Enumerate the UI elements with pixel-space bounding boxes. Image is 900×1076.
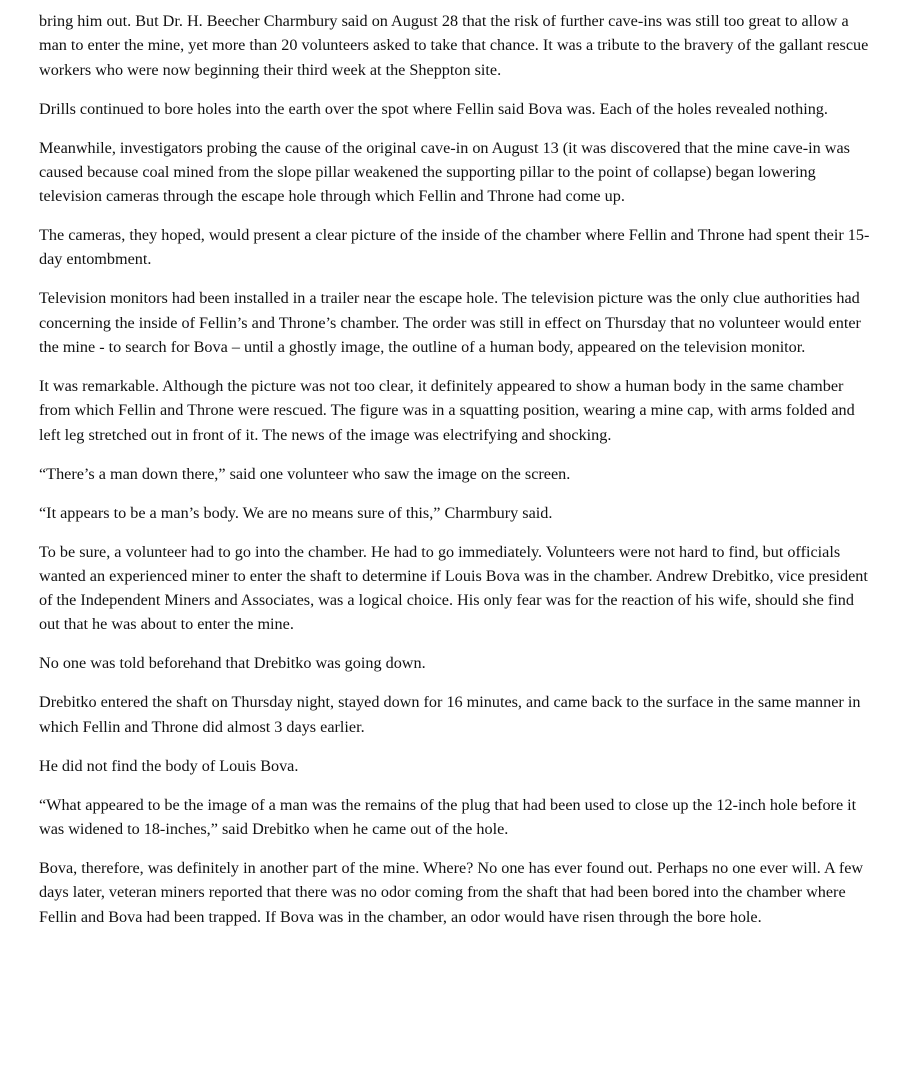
paragraph-7: “There’s a man down there,” said one volunteer who saw the image on the screen.	[39, 464, 571, 483]
paragraph-13: “What appeared to be the image of a man was the remains of the plug that had been used to close up the 12-inch hole before it was widened to 18-inches,” said Drebitko when he came out of the hole.	[39, 795, 857, 838]
paragraph-9: To be sure, a volunteer had to go into the chamber. He had to go immediately. Volunteers were not hard to find, but officials wanted an experienced miner to enter the shaft to determine if Louis Bova was in the chamber. Andrew Drebitko, vice president of the Independent Miners and Associates, was a logical choice. His only fear was for the reaction of his wife, should she find out that he was about to enter the mine.	[39, 542, 868, 634]
paragraph-6: It was remarkable. Although the picture was not too clear, it definitely appeared to show a human body in the same chamber from which Fellin and Throne were rescued. The figure was in a squatting position, wearing a mine cap, with arms folded and left leg stretched out in front of it. The news of the image was electrifying and shocking.	[39, 377, 855, 444]
document-body	[39, 9, 870, 929]
paragraph-5: Television monitors had been installed in a trailer near the escape hole. The television picture was the only clue authorities had concerning the inside of Fellin’s and Throne’s chamber. The order was still in effect on Thursday that no volunteer would enter the mine - to search for Bova – until a ghostly image, the outline of a human body, appeared on the television monitor.	[39, 289, 861, 357]
paragraph-10: No one was told beforehand that Drebitko was going down.	[39, 654, 426, 673]
paragraph-12: He did not find the body of Louis Bova.	[39, 756, 299, 775]
paragraph-2: Drills continued to bore holes into the earth over the spot where Fellin said Bova was. Each of the holes revealed nothing.	[39, 99, 828, 118]
paragraph-1: bring him out. But Dr. H. Beecher Charmbury said on August 28 that the risk of further cave-ins was still too great to allow a man to enter the mine, yet more than 20 volunteers asked to take that chance. It was a tribute to the bravery of the gallant rescue workers who were now beginning their third week at the Sheppton site.	[39, 12, 869, 79]
paragraph-8: “It appears to be a man’s body. We are no means sure of this,” Charmbury said.	[39, 503, 553, 522]
paragraph-3: Meanwhile, investigators probing the cause of the original cave-in on August 13 (it was discovered that the mine cave-in was caused because coal mined from the slope pillar weakened the supporting pillar to the point of collapse) began lowering television cameras through the escape hole through which Fellin and Throne had come up.	[39, 138, 850, 206]
document-page	[0, 9, 900, 1076]
paragraph-11: Drebitko entered the shaft on Thursday night, stayed down for 16 minutes, and came back to the surface in the same manner in which Fellin and Throne did almost 3 days earlier.	[39, 693, 861, 736]
paragraph-4: The cameras, they hoped, would present a clear picture of the inside of the chamber where Fellin and Throne had spent their 15-day entombment.	[39, 226, 870, 269]
paragraph-14: Bova, therefore, was definitely in another part of the mine. Where? No one has ever found out. Perhaps no one ever will. A few days later, veteran miners reported that there was no odor coming from the shaft that had been bored into the chamber where Fellin and Bova had been trapped. If Bova was in the chamber, an odor would have risen through the bore hole.	[39, 858, 864, 926]
